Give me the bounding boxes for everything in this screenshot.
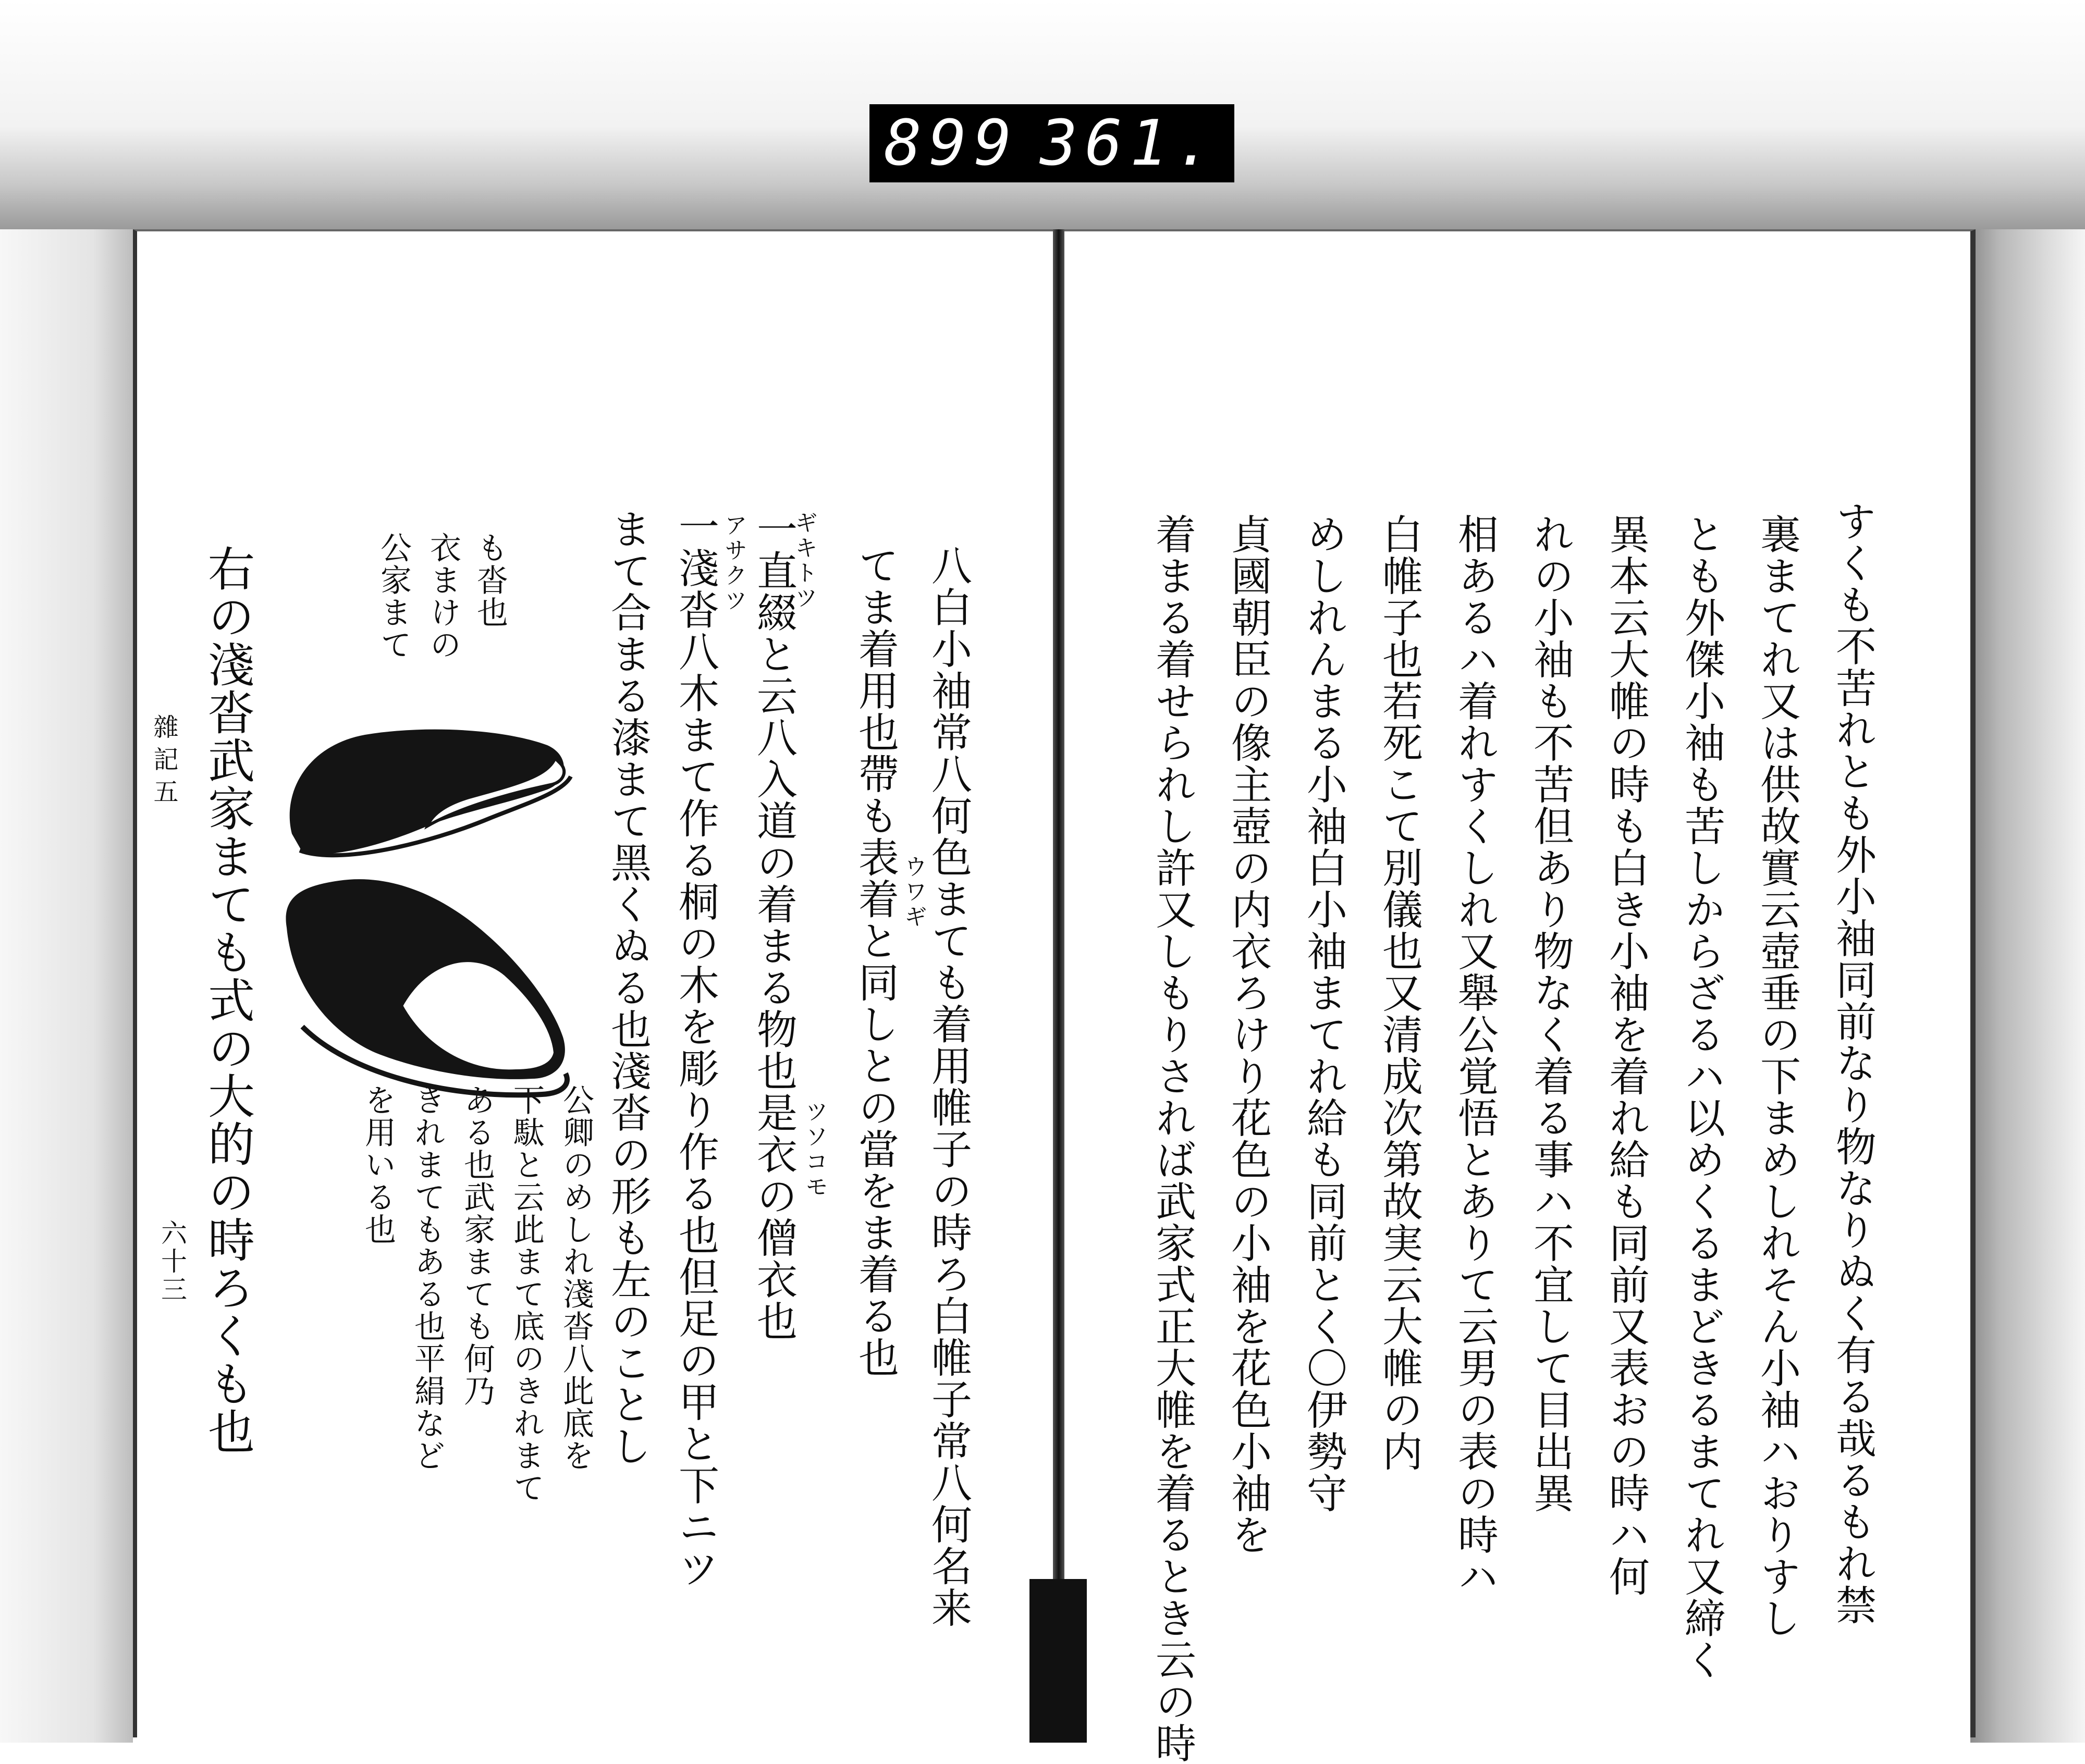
left-column-1: 八白小袖常八何色まても着用帷子の時ろ白帷子常八何名来 xyxy=(925,545,972,1629)
furigana-tsusokomo: ツソコモ xyxy=(801,1100,828,1200)
right-column-5: れの小袖も不苦但あり物なく着る事ハ不宜して目出異 xyxy=(1527,513,1574,1514)
lower-note-line-4: きれまてもある也平絹など xyxy=(409,1084,446,1472)
book-edge-right xyxy=(1970,229,2085,1743)
right-column-1: すくも不苦れとも外小袖同前なり物なりぬく有る哉るもれ禁 xyxy=(1829,500,1876,1626)
lower-note-line-2: 下駄と云此まて底のきれまて xyxy=(508,1084,545,1504)
catalog-label xyxy=(869,104,1234,182)
lower-note-line-5: を用いる也 xyxy=(360,1084,396,1245)
margin-title: 雜記五 xyxy=(149,714,178,811)
right-column-3: とも外傑小袖も苦しからざるハ以めくるまどきるまてれ又締く xyxy=(1678,513,1725,1681)
upper-note-line-2: 衣まけの xyxy=(425,532,461,661)
slipper-upper xyxy=(290,730,571,856)
right-column-6: 相あるハ着れすくしれ又舉公覚悟とありて云男の表の時ハ xyxy=(1451,513,1498,1597)
book-gutter xyxy=(1053,229,1064,1743)
slipper-lower xyxy=(286,879,567,1095)
left-column-3: 一直綴と云八入道の着まる物也是衣の僧衣也 xyxy=(750,508,797,1342)
upper-note-line-3: も沓也 xyxy=(472,532,508,628)
right-column-10: 着まる着せられし許又しもりされば武家式正大帷を着るとき云の時 xyxy=(1149,513,1196,1764)
furigana-asagutsu: アサクツ xyxy=(720,513,747,613)
right-column-9: 貞國朝臣の像主壺の内衣ろけり花色の小袖を花色小袖を xyxy=(1224,513,1271,1556)
closing-line: 右の淺沓武家まても式の大的の時ろくも也 xyxy=(200,545,254,1455)
right-column-4: 異本云大帷の時も白き小袖を着れ給も同前又表おの時ハ何 xyxy=(1602,513,1649,1597)
right-column-7: 白帷子也若死こて別儀也又清成次第故実云大帷の内 xyxy=(1376,513,1422,1472)
gutter-clip xyxy=(1029,1579,1087,1743)
scanner-background-left xyxy=(0,229,133,1743)
furigana-uwagi: ウワギ xyxy=(900,855,927,930)
asagutsu-slippers-illustration xyxy=(271,714,573,1120)
page-number: 六十三 xyxy=(157,1219,187,1304)
right-column-8: めしれんまる小袖白小袖まてれ給も同前とく〇伊勢守 xyxy=(1300,513,1347,1514)
right-column-2: 裏まてれ又は供故實云壺垂の下まめしれそん小袖ハおりすし xyxy=(1753,513,1800,1639)
lower-note-line-1: 公卿のめしれ淺沓八此底を xyxy=(558,1084,594,1472)
left-column-4: 一淺沓八木まて作る桐の木を彫り作る也但足の甲と下ニツ xyxy=(672,505,719,1589)
furigana-jikitotsu: ギキトツ xyxy=(791,511,817,611)
label-right-number: 361. xyxy=(1040,107,1220,180)
lower-note-line-3: ある也武家まても何乃 xyxy=(459,1084,495,1407)
left-column-2: てま着用也帶も表着と同しとの當をま着る也 xyxy=(852,545,899,1378)
upper-note-line-1: 公家まて xyxy=(375,532,412,661)
left-column-5: まて合まる漆まて黑くぬる也淺沓の形も左のことし xyxy=(604,508,651,1467)
label-left-number: 899 xyxy=(884,107,1019,180)
